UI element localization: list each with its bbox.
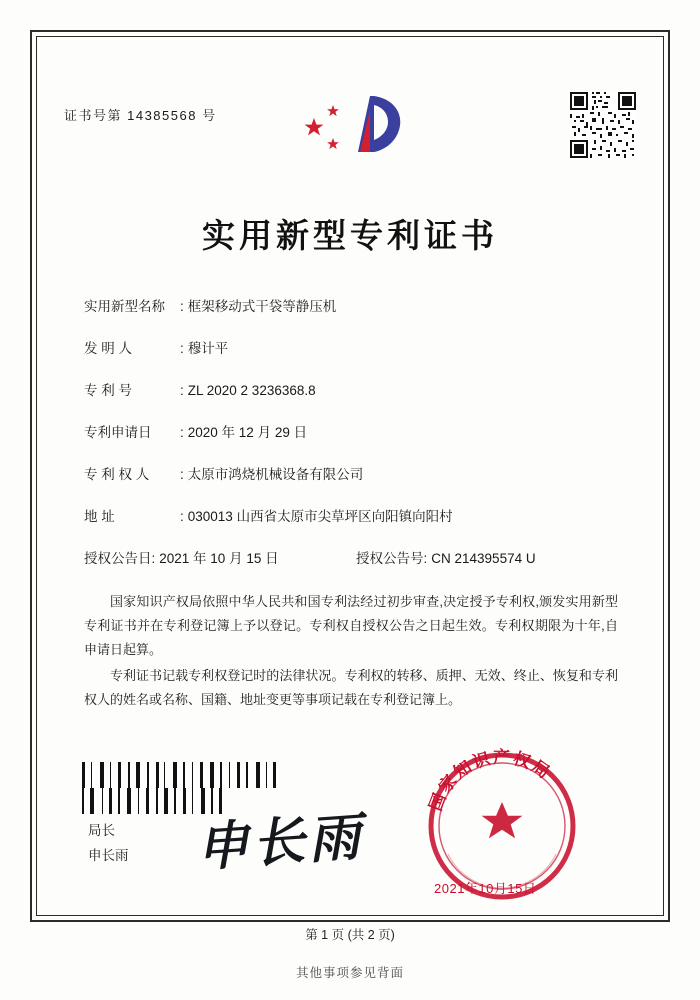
field-value: ZL 2020 2 3236368.8 <box>187 383 316 398</box>
legal-text <box>84 590 618 714</box>
field-colon: : <box>180 467 184 482</box>
field-patent-number <box>84 379 624 399</box>
director-label: 局长 <box>88 823 115 838</box>
field-colon: : <box>180 299 184 314</box>
handwritten-signature: 申长雨 <box>194 809 367 878</box>
field-value: 太原市鸿烧机械设备有限公司 <box>187 467 364 482</box>
field-patentee <box>84 463 624 483</box>
field-label: 实用新型名称 <box>84 299 165 314</box>
field-label: 发 明 人 <box>84 341 133 356</box>
director-name: 申长雨 <box>88 848 129 863</box>
field-colon: : <box>180 509 184 524</box>
field-colon: : <box>180 425 184 440</box>
field-address <box>84 505 624 525</box>
field-colon: : <box>180 383 184 398</box>
field-value: 框架移动式干袋等静压机 <box>187 299 337 314</box>
paragraph-2: 专利证书记载专利权登记时的法律状况。专利权的转移、质押、无效、终止、恢复和专利权人的姓名或名称、国籍、地址变更等事项记载在专利登记簿上。 <box>84 668 618 707</box>
field-label: 专 利 权 人 <box>84 467 150 482</box>
field-application-date <box>84 421 624 441</box>
director-block <box>88 818 129 868</box>
field-grant-publication-number <box>356 547 624 567</box>
svg-text:国家知识产权局: 国家知识产权局 <box>425 747 555 814</box>
page-number: 第 1 页 (共 2 页) <box>305 928 395 942</box>
field-label: 专利申请日 <box>84 425 152 440</box>
field-utility-model-name <box>84 295 624 315</box>
page-title: 实用新型专利证书 <box>202 217 498 254</box>
certificate-number: 证书号第 14385568 号 <box>64 108 217 123</box>
field-value: 030013 山西省太原市尖草坪区向阳镇向阳村 <box>187 509 453 524</box>
field-inventor <box>84 337 624 357</box>
field-grant-date <box>84 547 356 567</box>
barcode <box>82 762 280 788</box>
qr-code <box>570 92 636 158</box>
seal-date: 2021年10月15日 <box>434 881 537 896</box>
field-colon: : <box>180 341 184 356</box>
back-side-note: 其他事项参见背面 <box>295 966 404 980</box>
field-label: 专 利 号 <box>84 383 133 398</box>
field-value: CN 214395574 U <box>431 551 536 566</box>
field-value: 2021 年 10 月 15 日 <box>159 551 279 566</box>
field-value: 2020 年 12 月 29 日 <box>187 425 308 440</box>
field-label: 授权公告日: <box>84 551 156 566</box>
field-value: 穆计平 <box>187 341 229 356</box>
field-label: 授权公告号: <box>356 551 428 566</box>
field-list <box>84 295 624 585</box>
cnipa-logo <box>300 90 410 168</box>
field-label: 地 址 <box>84 509 115 524</box>
paragraph-1: 国家知识产权局依照中华人民共和国专利法经过初步审查,决定授予专利权,颁发实用新型专利证书并在专利登记簿上予以登记。专利权自授权公告之日起生效。专利权期限为十年,自申请日起算。 <box>84 594 618 657</box>
field-grant-row <box>84 547 624 567</box>
